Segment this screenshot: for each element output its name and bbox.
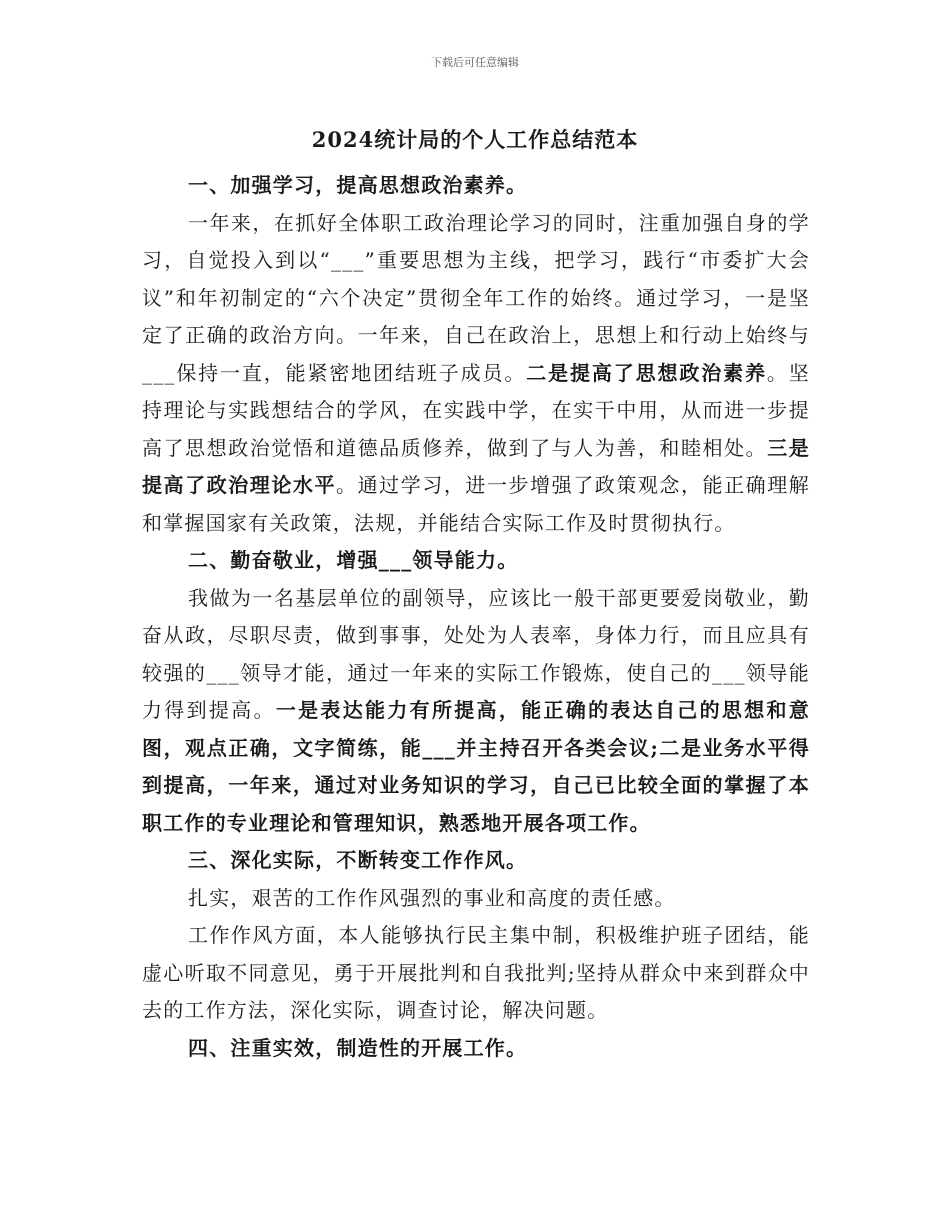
section-2-heading: 二、勤奋敬业，增强___领导能力。: [188, 548, 519, 572]
section-1-bold-2: 三是提高了政治理论水平: [142, 435, 810, 497]
section-1-text-3: 。通过学习，进一步增强了政策观念，能正确理解和掌握国家有关政策，法规，并能结合实际工作及时贯彻执行。: [142, 473, 810, 535]
section-1-text-1: 一年来，在抓好全体职工政治理论学习的同时，注重加强自身的学习，自觉投入到以“___”重要思想为主线，把学习，践行“市委扩大会议”和年初制定的“六个决定”贯彻全年工作的始终。通过学习，一是坚定了正确的政治方向。一年来，自己在政治上，思想上和行动上始终与___保持一直，能紧密地团结班子成员。: [142, 210, 810, 385]
section-3-paragraph-1: 扎实，艰苦的工作作风强烈的事业和高度的责任感。: [188, 885, 676, 910]
section-2-bold-1: 一是表达能力有所提高，能正确的表达自己的思想和意图，观点正确，文字简练，能___并主持召开各类会议;二是业务水平得到提高，一年来，通过对业务知识的学习，自己已比较全面的掌握了本职工作的专业理论和管理知识，熟悉地开展各项工作。: [142, 698, 810, 835]
section-2-text-1: 我做为一名基层单位的副领导，应该比一般干部更要爱岗敬业，勤奋从政，尽职尽责，做到事事，处处为人表率，身体力行，而且应具有较强的___领导才能，通过一年来的实际工作锻炼，使自己的___领导能力得到提高。: [142, 585, 810, 722]
section-1-text-2: 。坚持理论与实践想结合的学风，在实践中学，在实干中用，从而进一步提高了思想政治觉悟和道德品质修养，做到了与人为善，和睦相处。: [142, 360, 810, 460]
document-body: [142, 167, 810, 1067]
section-2-paragraph: [142, 580, 810, 843]
document-title: 2024统计局的个人工作总结范本: [311, 127, 639, 152]
section-1-bold-1: 二是提高了思想政治素养: [526, 360, 767, 385]
section-1-heading: 一、加强学习，提高思想政治素养。: [188, 173, 528, 197]
section-3-heading: 三、深化实际，不断转变工作作风。: [188, 848, 528, 872]
section-4-heading: 四、注重实效，制造性的开展工作。: [188, 1035, 528, 1060]
section-3-paragraph-2: 工作作风方面，本人能够执行民主集中制，积极维护班子团结，能虚心听取不同意见，勇于开展批判和自我批判;坚持从群众中来到群众中去的工作方法，深化实际，调查讨论，解决问题。: [142, 923, 810, 1022]
section-1-paragraph: [142, 205, 810, 543]
header-note: 下载后可任意编辑: [431, 56, 519, 69]
